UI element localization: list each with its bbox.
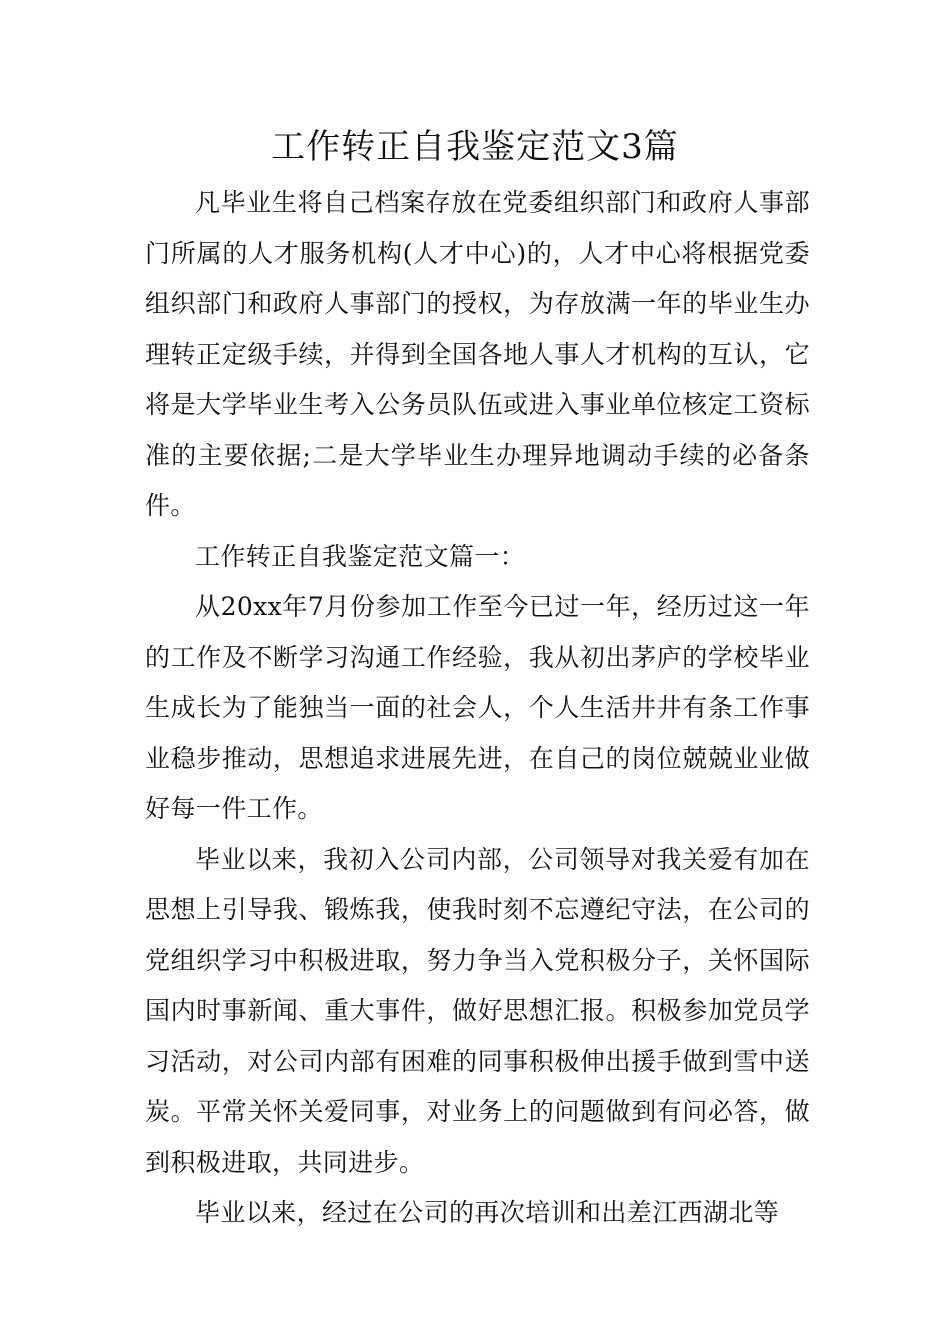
- document-title: 工作转正自我鉴定范文3篇: [271, 127, 679, 167]
- intro-paragraph: 凡毕业生将自己档案存放在党委组织部门和政府人事部门所属的人才服务机构(人才中心)的，人才中心将根据党委组织部门和政府人事部门的授权，为存放满一年的毕业生办理转正定级手续，并得到全国各地人事人才机构的互认，它将是大学毕业生考入公务员队伍或进入事业单位核定工资标准的主要依据;二是大学毕业生办理异地调动手续的必备条件。: [145, 188, 810, 520]
- body-paragraph: 从20xx年7月份参加工作至今已过一年，经历过这一年的工作及不断学习沟通工作经验，我从初出茅庐的学校毕业生成长为了能独当一面的社会人，个人生活井井有条工作事业稳步推动，思想追求进展先进，在自己的岗位兢兢业业做好每一件工作。: [145, 592, 810, 823]
- body-paragraph: 毕业以来，经过在公司的再次培训和出差江西湖北等: [195, 1198, 780, 1227]
- document-body: [145, 178, 810, 1239]
- section-heading: 工作转正自我鉴定范文篇一：: [195, 541, 526, 571]
- body-paragraph: 毕业以来，我初入公司内部，公司领导对我关爱有加在思想上引导我、锻炼我，使我时刻不忘遵纪守法，在公司的党组织学习中积极进取，努力争当入党积极分子，关怀国际国内时事新闻、重大事件，做好思想汇报。积极参加党员学习活动，对公司内部有困难的同事积极伸出援手做到雪中送炭。平常关怀关爱同事，对业务上的问题做到有问必答，做到积极进取，共同进步。: [145, 844, 810, 1177]
